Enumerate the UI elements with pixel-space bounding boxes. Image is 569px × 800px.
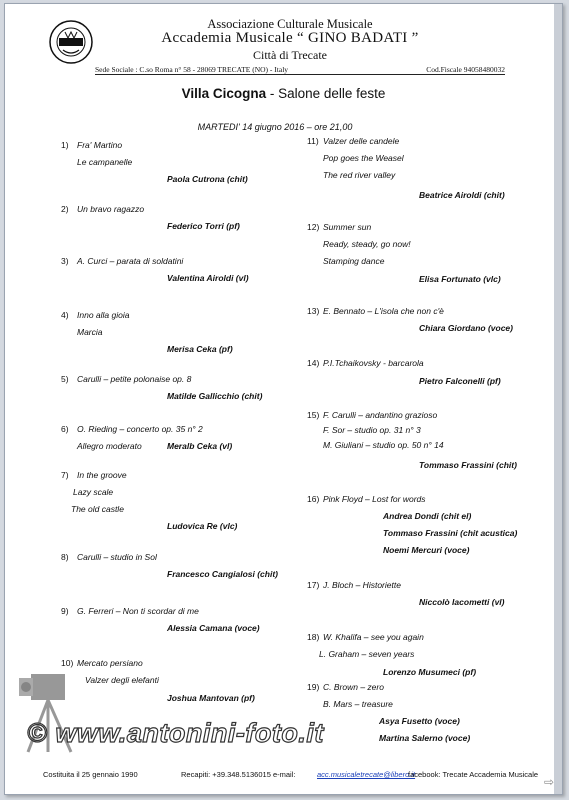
program-piece: Pop goes the Weasel <box>323 153 404 163</box>
program-piece: F. Carulli – andantino grazioso <box>323 410 438 420</box>
program-piece: J. Bloch – Historiette <box>323 580 401 590</box>
program-number: 4) <box>61 310 69 320</box>
next-page-icon[interactable]: ⇨ <box>544 775 555 789</box>
logo-seal-icon <box>49 20 93 64</box>
program-number: 1) <box>61 140 69 150</box>
program-performer: Martina Salerno (voce) <box>379 733 471 743</box>
footer-email-link[interactable]: acc.musicaletrecate@libero.it <box>317 770 416 779</box>
program-piece: Le campanelle <box>77 157 133 167</box>
footer-facebook: facebook: Trecate Accademia Musicale <box>408 770 539 779</box>
program-piece: Carulli – petite polonaise op. 8 <box>77 374 192 384</box>
program-performer: Matilde Gallicchio (chit) <box>167 391 263 401</box>
program-performer: Francesco Cangialosi (chit) <box>167 569 278 579</box>
program-number: 17) <box>307 580 320 590</box>
program-performer: Merisa Ceka (pf) <box>167 344 233 354</box>
event-date: MARTEDI' 14 giugno 2016 – ore 21,00 <box>197 122 353 132</box>
program-piece: Marcia <box>77 327 103 337</box>
program-performer: Tommaso Frassini (chit) <box>419 460 517 470</box>
program-piece: In the groove <box>77 470 127 480</box>
program-piece: Valzer delle candele <box>323 136 400 146</box>
header-city: Città di Trecate <box>253 48 327 62</box>
program-number: 12) <box>307 222 320 232</box>
program-number: 6) <box>61 424 69 434</box>
program-performer: Andrea Dondi (chit el) <box>383 511 472 521</box>
program-performer: Tommaso Frassini (chit acustica) <box>383 528 518 538</box>
program-performer: Ludovica Re (vlc) <box>167 521 238 531</box>
page-edge <box>554 4 562 794</box>
program-piece: F. Sor – studio op. 31 n° 3 <box>323 425 421 435</box>
program-piece: Mercato persiano <box>77 658 143 668</box>
program-number: 10) <box>61 658 74 668</box>
program-number: 5) <box>61 374 69 384</box>
program-piece: Inno alla gioia <box>77 310 130 320</box>
program-performer: Noemi Mercuri (voce) <box>383 545 470 555</box>
program-number: 13) <box>307 306 320 316</box>
program-number: 3) <box>61 256 69 266</box>
title-place: Villa Cicogna <box>181 86 267 101</box>
program-piece: Allegro moderato <box>77 441 142 451</box>
program-performer: Valentina Airoldi (vl) <box>167 273 249 283</box>
program-performer: Niccolò Iacometti (vl) <box>419 597 505 607</box>
program-performer: Beatrice Airoldi (chit) <box>419 190 505 200</box>
title-sep: - <box>266 86 279 101</box>
program-piece: G. Ferreri – Non ti scordar di me <box>77 606 199 616</box>
watermark: © www.antonini-foto.it <box>27 718 324 748</box>
program-performer: Joshua Mantovan (pf) <box>167 693 255 703</box>
program-performer: Pietro Falconelli (pf) <box>419 376 501 386</box>
program-piece: E. Bennato – L'isola che non c'è <box>323 306 444 316</box>
header-academy: Accademia Musicale “ GINO BADATI ” <box>161 30 419 46</box>
program-piece: Ready, steady, go now! <box>323 239 411 249</box>
program-piece: The old castle <box>71 504 124 514</box>
header-fiscal-code: Cod.Fiscale 94058480032 <box>426 65 505 74</box>
program-piece: A. Curci – parata di soldatini <box>77 256 184 266</box>
program-performer: Meralb Ceka (vl) <box>167 441 233 451</box>
program-performer: Lorenzo Musumeci (pf) <box>383 667 477 677</box>
program-piece: P.I.Tchaikovsky - barcarola <box>323 358 424 368</box>
program-number: 8) <box>61 552 69 562</box>
program-piece: Lazy scale <box>73 487 114 497</box>
program-number: 15) <box>307 410 320 420</box>
program-piece: The red river valley <box>323 170 396 180</box>
program-piece: Valzer degli elefanti <box>85 675 159 685</box>
program-number: 9) <box>61 606 69 616</box>
program-performer: Paola Cutrona (chit) <box>167 174 248 184</box>
footer-contacts: Recapiti: +39.348.5136015 e-mail: <box>181 770 296 779</box>
program-piece: C. Brown – zero <box>323 682 384 692</box>
program-number: 14) <box>307 358 320 368</box>
program-performer: Asya Fusetto (voce) <box>379 716 460 726</box>
program-piece: O. Rieding – concerto op. 35 n° 2 <box>77 424 203 434</box>
program-performer: Alessia Camana (voce) <box>167 623 260 633</box>
program-piece: Summer sun <box>323 222 372 232</box>
page-title <box>5 86 562 101</box>
program-performer: Elisa Fortunato (vlc) <box>419 274 501 284</box>
program-piece: M. Giuliani – studio op. 50 n° 14 <box>323 440 444 450</box>
title-hall: Salone delle feste <box>278 86 386 101</box>
program-number: 11) <box>307 136 319 146</box>
program-number: 2) <box>61 204 69 214</box>
program-piece: W. Khalifa – see you again <box>323 632 424 642</box>
header-address: Sede Sociale : C.so Roma n° 58 - 28069 TRECATE (NO) - Italy <box>95 65 289 74</box>
program-performer: Chiara Giordano (voce) <box>419 323 513 333</box>
document-page <box>4 3 563 795</box>
program-piece: Pink Floyd – Lost for words <box>323 494 426 504</box>
program-piece: Carulli – studio in Sol <box>77 552 157 562</box>
program-number: 7) <box>61 470 69 480</box>
program-piece: B. Mars – treasure <box>323 699 393 709</box>
program-number: 16) <box>307 494 320 504</box>
program-piece: Un bravo ragazzo <box>77 204 145 214</box>
footer-founded: Costituita il 25 gennaio 1990 <box>43 770 138 779</box>
program-number: 18) <box>307 632 320 642</box>
header-address-line <box>95 65 505 75</box>
program-number: 19) <box>307 682 320 692</box>
program-piece: Stamping dance <box>323 256 385 266</box>
header-association: Associazione Culturale Musicale <box>207 17 373 31</box>
program-performer: Federico Torri (pf) <box>167 221 240 231</box>
program-piece: Fra' Martino <box>77 140 123 150</box>
program-piece: L. Graham – seven years <box>319 649 415 659</box>
